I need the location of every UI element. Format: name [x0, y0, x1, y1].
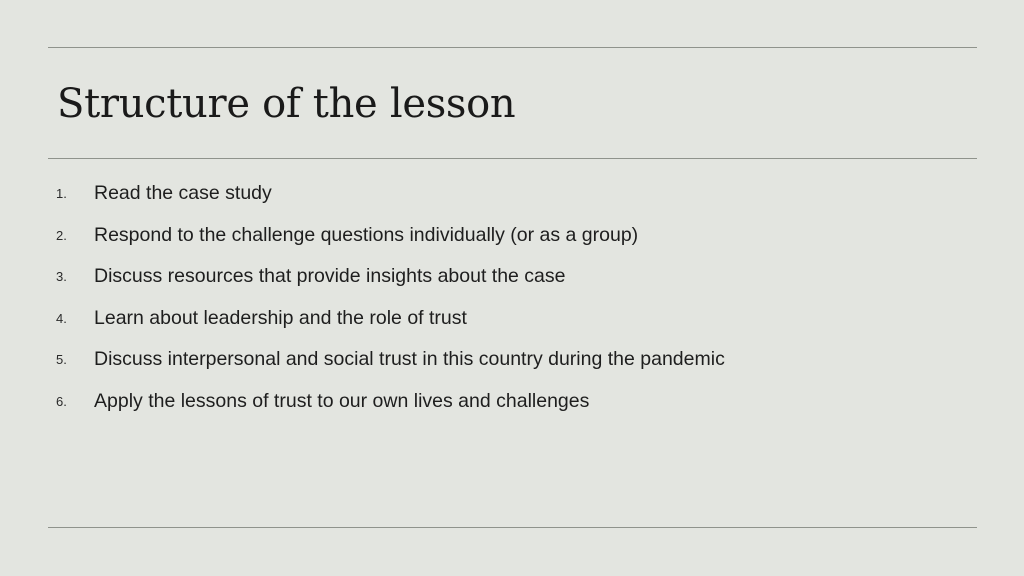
item-text: Discuss interpersonal and social trust in this country during the pandemic — [94, 348, 725, 370]
item-text: Learn about leadership and the role of trust — [94, 306, 467, 329]
item-number: 1. — [56, 186, 67, 201]
item-text: Read the case study — [94, 182, 272, 204]
list-item — [0, 342, 1024, 384]
list-item — [0, 176, 1024, 218]
list-item — [0, 301, 1024, 343]
top-divider — [48, 47, 977, 48]
list-item — [0, 259, 1024, 301]
item-text: Discuss resources that provide insights about the case — [94, 265, 566, 287]
item-number: 5. — [56, 352, 67, 367]
bottom-divider — [48, 527, 977, 528]
item-number: 2. — [56, 227, 67, 243]
title-divider — [48, 158, 977, 159]
list-item — [0, 218, 1024, 260]
item-text: Apply the lessons of trust to our own lives and challenges — [94, 389, 590, 412]
lesson-steps-list — [0, 176, 1024, 425]
list-item — [0, 384, 1024, 426]
item-number: 6. — [56, 393, 67, 409]
slide-title: Structure of the lesson — [57, 81, 516, 127]
item-number: 3. — [56, 269, 67, 284]
item-number: 4. — [56, 310, 67, 326]
item-text: Respond to the challenge questions individually (or as a group) — [94, 223, 639, 246]
